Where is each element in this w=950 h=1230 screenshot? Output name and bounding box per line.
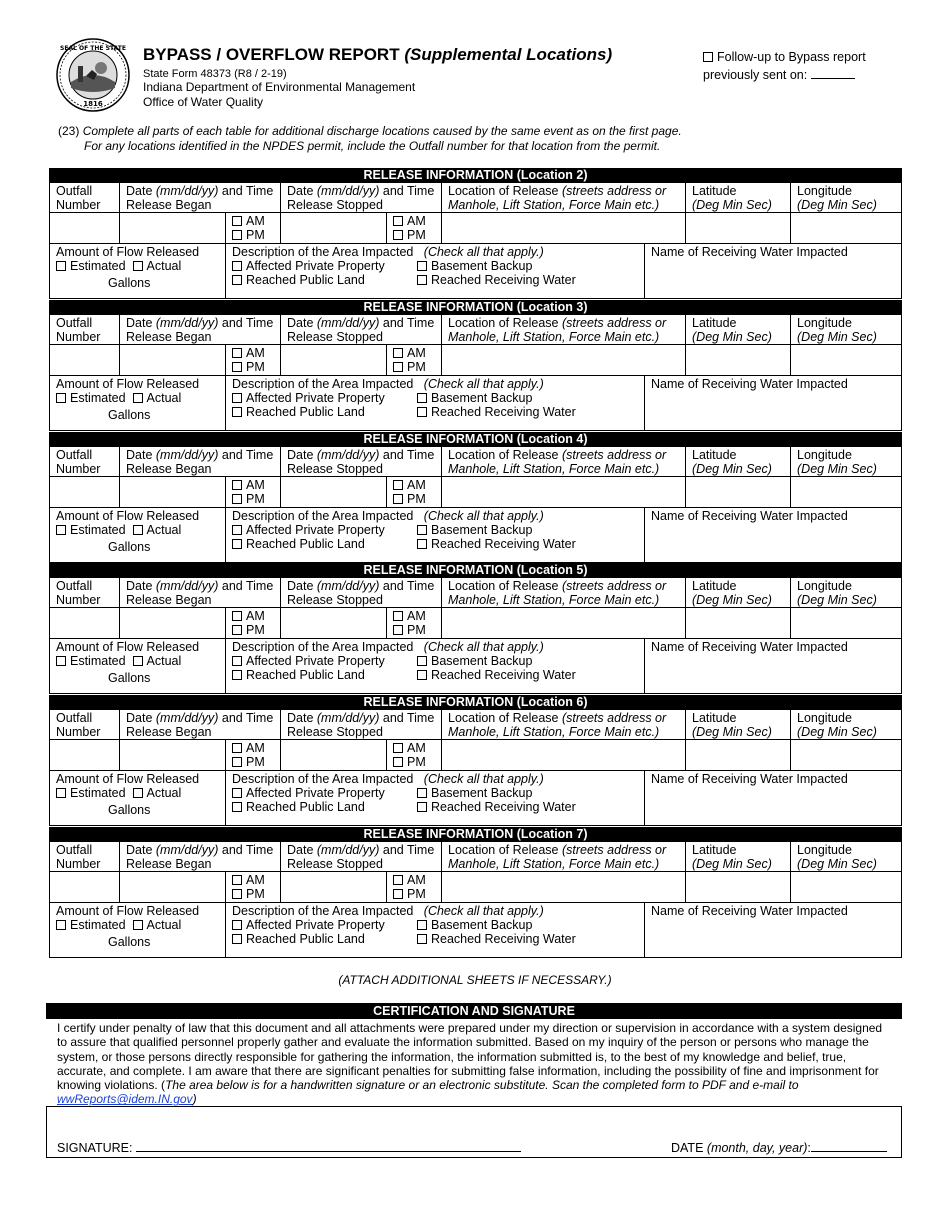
area-impacted-cell: Description of the Area Impacted (Check all that apply.) Affected Private Property Basement Backup Reached Public Land Reached Receiving Water bbox=[225, 639, 644, 693]
private-property-checkbox[interactable] bbox=[232, 393, 242, 403]
public-land-checkbox[interactable] bbox=[232, 407, 242, 417]
private-property-checkbox[interactable] bbox=[232, 656, 242, 666]
followup-checkbox[interactable] bbox=[703, 52, 713, 62]
svg-text:1816: 1816 bbox=[83, 100, 103, 108]
stopped-pm-checkbox[interactable] bbox=[393, 625, 403, 635]
receiving-water-checkbox[interactable] bbox=[417, 275, 427, 285]
began-ampm: AM PM bbox=[225, 872, 280, 902]
stopped-pm-checkbox[interactable] bbox=[393, 757, 403, 767]
flow-amount-cell[interactable]: Amount of Flow Released Estimated Actual Gallons bbox=[56, 245, 200, 290]
basement-checkbox[interactable] bbox=[417, 525, 427, 535]
location-input[interactable] bbox=[441, 345, 685, 375]
began-pm-checkbox[interactable] bbox=[232, 230, 242, 240]
stopped-am-checkbox[interactable] bbox=[393, 480, 403, 490]
date-field[interactable]: DATE (month, day, year): bbox=[671, 1140, 887, 1155]
stopped-ampm: AM PM bbox=[386, 345, 441, 375]
flow-amount-cell[interactable]: Amount of Flow Released Estimated Actual Gallons bbox=[56, 772, 200, 817]
receiving-water-checkbox[interactable] bbox=[417, 934, 427, 944]
location-title: RELEASE INFORMATION (Location 4) bbox=[50, 432, 901, 447]
latitude-header: Latitude (Deg Min Sec) bbox=[685, 315, 790, 344]
public-land-checkbox[interactable] bbox=[232, 539, 242, 549]
location-header-row bbox=[50, 315, 901, 345]
location-input-row bbox=[50, 345, 901, 376]
public-land-checkbox[interactable] bbox=[232, 802, 242, 812]
public-land-checkbox[interactable] bbox=[232, 670, 242, 680]
location-table bbox=[49, 827, 902, 958]
location-title: RELEASE INFORMATION (Location 2) bbox=[50, 168, 901, 183]
stopped-datetime-input[interactable] bbox=[280, 872, 386, 902]
estimated-checkbox[interactable] bbox=[56, 656, 66, 666]
location-input-row bbox=[50, 740, 901, 771]
agency-name: Indiana Department of Environmental Management bbox=[143, 80, 416, 94]
stopped-ampm: AM PM bbox=[386, 477, 441, 507]
actual-checkbox[interactable] bbox=[133, 920, 143, 930]
location-header-row bbox=[50, 842, 901, 872]
outfall-input[interactable] bbox=[50, 872, 119, 902]
location-impact-row bbox=[50, 508, 901, 563]
began-ampm: AM PM bbox=[225, 477, 280, 507]
area-impacted-cell: Description of the Area Impacted (Check all that apply.) Affected Private Property Basement Backup Reached Public Land Reached Receiving Water bbox=[225, 903, 644, 957]
longitude-header: Longitude (Deg Min Sec) bbox=[790, 183, 901, 212]
stopped-am-checkbox[interactable] bbox=[393, 875, 403, 885]
followup-date-label: previously sent on: bbox=[703, 68, 808, 82]
release-began-header: Date (mm/dd/yy) and Time Release Began bbox=[119, 578, 280, 607]
receiving-water-checkbox[interactable] bbox=[417, 670, 427, 680]
location-header: Location of Release (streets address or Manhole, Lift Station, Force Main etc.) bbox=[441, 842, 685, 871]
release-began-header: Date (mm/dd/yy) and Time Release Began bbox=[119, 183, 280, 212]
location-impact-row bbox=[50, 639, 901, 694]
location-input[interactable] bbox=[441, 477, 685, 507]
began-am-checkbox[interactable] bbox=[232, 875, 242, 885]
flow-amount-cell[interactable]: Amount of Flow Released Estimated Actual Gallons bbox=[56, 904, 200, 949]
location-table bbox=[49, 300, 902, 431]
followup-date-field[interactable] bbox=[811, 68, 855, 79]
estimated-checkbox[interactable] bbox=[56, 261, 66, 271]
certification-text: I certify under penalty of law that this document and all attachments were prepared under my direction or supervision in accordance with a system designed to assure that qualified personnel properly gather and evaluate the information submitted. Based on my inquiry of the person or persons who manage the system, or those persons directly responsible for gathering the information, the information submitted is, to the best of my knowledge and belief, true, accurate, and complete. I am aware that there are significant penalties for submitting false information, including the possibility of fine and imprisonment for knowing violations. (The area below is for a handwritten signature or an electronic substitute. Scan the completed form to PDF and e-mail to wwReports@idem.IN.gov) bbox=[57, 1021, 883, 1107]
location-header: Location of Release (streets address or Manhole, Lift Station, Force Main etc.) bbox=[441, 578, 685, 607]
outfall-input[interactable] bbox=[50, 213, 119, 243]
outfall-input[interactable] bbox=[50, 345, 119, 375]
stopped-pm-checkbox[interactable] bbox=[393, 494, 403, 504]
estimated-checkbox[interactable] bbox=[56, 393, 66, 403]
stopped-datetime-input[interactable] bbox=[280, 213, 386, 243]
location-impact-row bbox=[50, 376, 901, 431]
longitude-header: Longitude (Deg Min Sec) bbox=[790, 842, 901, 871]
instructions: (23) Complete all parts of each table for additional discharge locations caused by the same event as on the first page. For any locations identified in the NPDES permit, include the Outfall number for that location from the permit. bbox=[58, 124, 682, 153]
followup-section bbox=[703, 48, 866, 84]
longitude-header: Longitude (Deg Min Sec) bbox=[790, 710, 901, 739]
receiving-water-name-cell[interactable]: Name of Receiving Water Impacted bbox=[644, 771, 901, 825]
location-header-row bbox=[50, 578, 901, 608]
signature-field[interactable]: SIGNATURE: bbox=[57, 1140, 521, 1155]
release-stopped-header: Date (mm/dd/yy) and Time Release Stopped bbox=[280, 315, 441, 344]
location-input[interactable] bbox=[441, 213, 685, 243]
receiving-water-name-cell[interactable]: Name of Receiving Water Impacted bbox=[644, 376, 901, 430]
location-impact-row bbox=[50, 903, 901, 958]
outfall-input[interactable] bbox=[50, 477, 119, 507]
private-property-checkbox[interactable] bbox=[232, 788, 242, 798]
latitude-input[interactable] bbox=[685, 477, 790, 507]
longitude-input[interactable] bbox=[790, 872, 901, 902]
latitude-input[interactable] bbox=[685, 740, 790, 770]
actual-checkbox[interactable] bbox=[133, 656, 143, 666]
private-property-checkbox[interactable] bbox=[232, 920, 242, 930]
receiving-water-checkbox[interactable] bbox=[417, 802, 427, 812]
began-datetime-input[interactable] bbox=[119, 213, 225, 243]
signature-box bbox=[46, 1106, 902, 1158]
release-stopped-header: Date (mm/dd/yy) and Time Release Stopped bbox=[280, 842, 441, 871]
public-land-checkbox[interactable] bbox=[232, 275, 242, 285]
release-began-header: Date (mm/dd/yy) and Time Release Began bbox=[119, 447, 280, 476]
location-header: Location of Release (streets address or Manhole, Lift Station, Force Main etc.) bbox=[441, 315, 685, 344]
location-header: Location of Release (streets address or Manhole, Lift Station, Force Main etc.) bbox=[441, 183, 685, 212]
longitude-header: Longitude (Deg Min Sec) bbox=[790, 315, 901, 344]
longitude-header: Longitude (Deg Min Sec) bbox=[790, 447, 901, 476]
release-stopped-header: Date (mm/dd/yy) and Time Release Stopped bbox=[280, 578, 441, 607]
basement-checkbox[interactable] bbox=[417, 393, 427, 403]
basement-checkbox[interactable] bbox=[417, 656, 427, 666]
outfall-header: Outfall Number bbox=[56, 843, 101, 871]
latitude-header: Latitude (Deg Min Sec) bbox=[685, 578, 790, 607]
began-pm-checkbox[interactable] bbox=[232, 757, 242, 767]
stopped-am-checkbox[interactable] bbox=[393, 743, 403, 753]
actual-checkbox[interactable] bbox=[133, 788, 143, 798]
latitude-header: Latitude (Deg Min Sec) bbox=[685, 183, 790, 212]
stopped-datetime-input[interactable] bbox=[280, 477, 386, 507]
began-pm-checkbox[interactable] bbox=[232, 889, 242, 899]
estimated-checkbox[interactable] bbox=[56, 525, 66, 535]
attach-note: (ATTACH ADDITIONAL SHEETS IF NECESSARY.) bbox=[338, 973, 612, 987]
public-land-checkbox[interactable] bbox=[232, 934, 242, 944]
longitude-input[interactable] bbox=[790, 740, 901, 770]
location-input-row bbox=[50, 477, 901, 508]
stopped-ampm: AM PM bbox=[386, 872, 441, 902]
location-title: RELEASE INFORMATION (Location 6) bbox=[50, 695, 901, 710]
outfall-input[interactable] bbox=[50, 740, 119, 770]
release-began-header: Date (mm/dd/yy) and Time Release Began bbox=[119, 842, 280, 871]
longitude-input[interactable] bbox=[790, 213, 901, 243]
area-impacted-cell: Description of the Area Impacted (Check all that apply.) Affected Private Property Basement Backup Reached Public Land Reached Receiving Water bbox=[225, 376, 644, 430]
area-impacted-cell: Description of the Area Impacted (Check all that apply.) Affected Private Property Basement Backup Reached Public Land Reached Receiving Water bbox=[225, 508, 644, 562]
location-header-row bbox=[50, 710, 901, 740]
outfall-header: Outfall Number bbox=[56, 579, 101, 607]
stopped-am-checkbox[interactable] bbox=[393, 216, 403, 226]
receiving-water-checkbox[interactable] bbox=[417, 539, 427, 549]
flow-amount-cell[interactable]: Amount of Flow Released Estimated Actual Gallons bbox=[56, 377, 200, 422]
office-name: Office of Water Quality bbox=[143, 95, 264, 109]
location-header-row bbox=[50, 447, 901, 477]
location-table bbox=[49, 695, 902, 826]
flow-amount-cell[interactable]: Amount of Flow Released Estimated Actual Gallons bbox=[56, 509, 200, 554]
began-datetime-input[interactable] bbox=[119, 608, 225, 638]
location-input-row bbox=[50, 213, 901, 244]
stopped-pm-checkbox[interactable] bbox=[393, 362, 403, 372]
private-property-checkbox[interactable] bbox=[232, 261, 242, 271]
latitude-input[interactable] bbox=[685, 213, 790, 243]
began-ampm: AM PM bbox=[225, 608, 280, 638]
followup-label: Follow-up to Bypass report bbox=[717, 50, 866, 64]
basement-checkbox[interactable] bbox=[417, 261, 427, 271]
form-number: State Form 48373 (R8 / 2-19) bbox=[143, 68, 287, 80]
release-began-header: Date (mm/dd/yy) and Time Release Began bbox=[119, 710, 280, 739]
svg-text:SEAL OF THE STATE: SEAL OF THE STATE bbox=[60, 45, 126, 52]
stopped-datetime-input[interactable] bbox=[280, 345, 386, 375]
stopped-datetime-input[interactable] bbox=[280, 608, 386, 638]
latitude-header: Latitude (Deg Min Sec) bbox=[685, 447, 790, 476]
certification-header: CERTIFICATION AND SIGNATURE bbox=[46, 1003, 902, 1019]
outfall-header: Outfall Number bbox=[56, 316, 101, 344]
location-input[interactable] bbox=[441, 740, 685, 770]
latitude-header: Latitude (Deg Min Sec) bbox=[685, 710, 790, 739]
began-ampm: AM PM bbox=[225, 213, 280, 243]
began-datetime-input[interactable] bbox=[119, 477, 225, 507]
began-ampm: AM PM bbox=[225, 740, 280, 770]
began-ampm: AM PM bbox=[225, 345, 280, 375]
longitude-input[interactable] bbox=[790, 608, 901, 638]
stopped-pm-checkbox[interactable] bbox=[393, 889, 403, 899]
basement-checkbox[interactable] bbox=[417, 788, 427, 798]
location-input-row bbox=[50, 608, 901, 639]
form-title: BYPASS / OVERFLOW REPORT (Supplemental Locations) bbox=[143, 45, 613, 64]
location-table bbox=[49, 168, 902, 299]
longitude-input[interactable] bbox=[790, 477, 901, 507]
latitude-input[interactable] bbox=[685, 608, 790, 638]
began-pm-checkbox[interactable] bbox=[232, 362, 242, 372]
title-block bbox=[143, 45, 612, 110]
outfall-header: Outfall Number bbox=[56, 711, 101, 739]
email-link[interactable]: wwReports@idem.IN.gov bbox=[57, 1092, 193, 1107]
stopped-pm-checkbox[interactable] bbox=[393, 230, 403, 240]
release-stopped-header: Date (mm/dd/yy) and Time Release Stopped bbox=[280, 710, 441, 739]
location-impact-row bbox=[50, 771, 901, 826]
longitude-header: Longitude (Deg Min Sec) bbox=[790, 578, 901, 607]
stopped-am-checkbox[interactable] bbox=[393, 348, 403, 358]
began-am-checkbox[interactable] bbox=[232, 611, 242, 621]
began-datetime-input[interactable] bbox=[119, 872, 225, 902]
outfall-input[interactable] bbox=[50, 608, 119, 638]
actual-checkbox[interactable] bbox=[133, 525, 143, 535]
estimated-checkbox[interactable] bbox=[56, 788, 66, 798]
release-began-header: Date (mm/dd/yy) and Time Release Began bbox=[119, 315, 280, 344]
began-am-checkbox[interactable] bbox=[232, 480, 242, 490]
began-datetime-input[interactable] bbox=[119, 740, 225, 770]
stopped-am-checkbox[interactable] bbox=[393, 611, 403, 621]
stopped-ampm: AM PM bbox=[386, 213, 441, 243]
receiving-water-name-cell[interactable]: Name of Receiving Water Impacted bbox=[644, 903, 901, 957]
began-pm-checkbox[interactable] bbox=[232, 625, 242, 635]
began-am-checkbox[interactable] bbox=[232, 348, 242, 358]
location-header: Location of Release (streets address or Manhole, Lift Station, Force Main etc.) bbox=[441, 710, 685, 739]
stopped-ampm: AM PM bbox=[386, 608, 441, 638]
latitude-input[interactable] bbox=[685, 872, 790, 902]
began-am-checkbox[interactable] bbox=[232, 743, 242, 753]
longitude-input[interactable] bbox=[790, 345, 901, 375]
outfall-header: Outfall Number bbox=[56, 184, 101, 212]
private-property-checkbox[interactable] bbox=[232, 525, 242, 535]
latitude-input[interactable] bbox=[685, 345, 790, 375]
stopped-datetime-input[interactable] bbox=[280, 740, 386, 770]
location-table bbox=[49, 432, 902, 563]
location-table bbox=[49, 563, 902, 694]
receiving-water-name-cell[interactable]: Name of Receiving Water Impacted bbox=[644, 244, 901, 298]
release-stopped-header: Date (mm/dd/yy) and Time Release Stopped bbox=[280, 183, 441, 212]
began-pm-checkbox[interactable] bbox=[232, 494, 242, 504]
began-datetime-input[interactable] bbox=[119, 345, 225, 375]
location-impact-row bbox=[50, 244, 901, 299]
location-header: Location of Release (streets address or Manhole, Lift Station, Force Main etc.) bbox=[441, 447, 685, 476]
state-seal-logo bbox=[56, 38, 130, 112]
area-impacted-cell: Description of the Area Impacted (Check all that apply.) Affected Private Property Basement Backup Reached Public Land Reached Receiving Water bbox=[225, 244, 644, 298]
receiving-water-name-cell[interactable]: Name of Receiving Water Impacted bbox=[644, 639, 901, 693]
basement-checkbox[interactable] bbox=[417, 920, 427, 930]
stopped-ampm: AM PM bbox=[386, 740, 441, 770]
location-title: RELEASE INFORMATION (Location 3) bbox=[50, 300, 901, 315]
actual-checkbox[interactable] bbox=[133, 261, 143, 271]
estimated-checkbox[interactable] bbox=[56, 920, 66, 930]
location-input[interactable] bbox=[441, 608, 685, 638]
location-header-row bbox=[50, 183, 901, 213]
location-input[interactable] bbox=[441, 872, 685, 902]
actual-checkbox[interactable] bbox=[133, 393, 143, 403]
outfall-header: Outfall Number bbox=[56, 448, 101, 476]
flow-amount-cell[interactable]: Amount of Flow Released Estimated Actual Gallons bbox=[56, 640, 200, 685]
began-am-checkbox[interactable] bbox=[232, 216, 242, 226]
receiving-water-name-cell[interactable]: Name of Receiving Water Impacted bbox=[644, 508, 901, 562]
receiving-water-checkbox[interactable] bbox=[417, 407, 427, 417]
location-title: RELEASE INFORMATION (Location 7) bbox=[50, 827, 901, 842]
release-stopped-header: Date (mm/dd/yy) and Time Release Stopped bbox=[280, 447, 441, 476]
location-title: RELEASE INFORMATION (Location 5) bbox=[50, 563, 901, 578]
location-input-row bbox=[50, 872, 901, 903]
area-impacted-cell: Description of the Area Impacted (Check all that apply.) Affected Private Property Basement Backup Reached Public Land Reached Receiving Water bbox=[225, 771, 644, 825]
latitude-header: Latitude (Deg Min Sec) bbox=[685, 842, 790, 871]
